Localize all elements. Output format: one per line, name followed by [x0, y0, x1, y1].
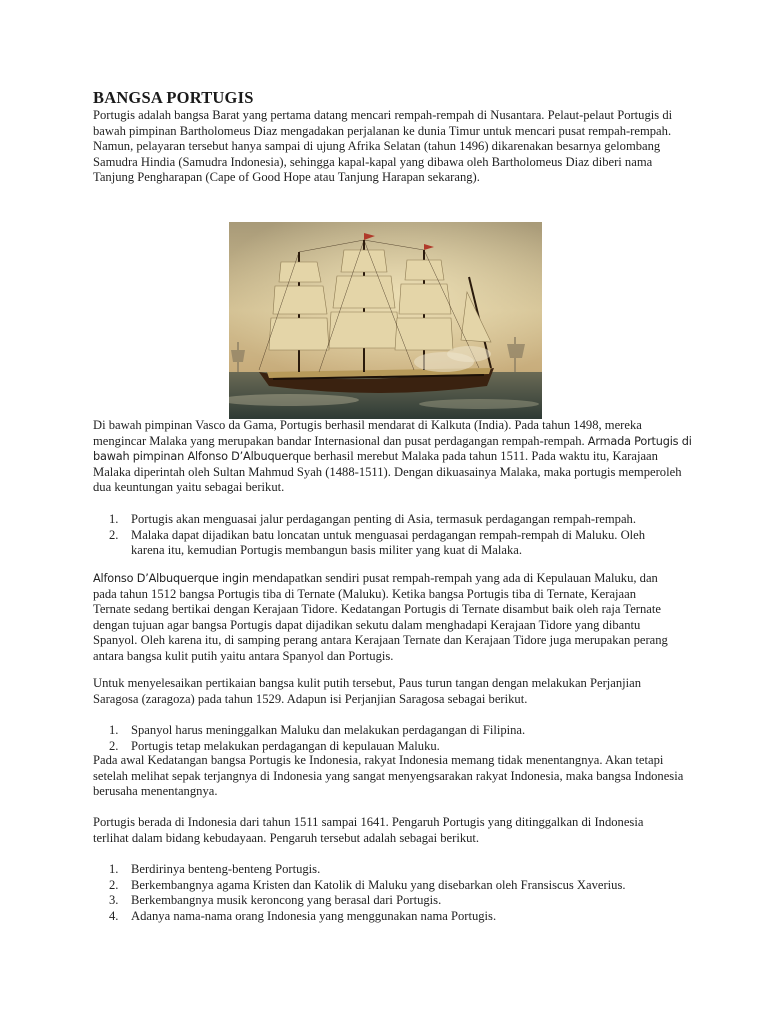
list-item: [93, 878, 673, 894]
paragraph-saragosa: Untuk menyelesaikan pertikaian bangsa kulit putih tersebut, Paus turun tangan dengan melakukan Perjanjian Saragosa (zaragoza) pada tahun 1529. Adapun isi Perjanjian Saragosa sebagai berikut.: [93, 676, 642, 706]
list-item-text: Malaka dapat dijadikan batu loncatan untuk menguasai perdagangan rempah-rempah di Maluku. Oleh karena itu, kemudian Portugis membangun basis militer yang kuat di Malaka.: [131, 527, 646, 557]
list-item: [93, 723, 673, 739]
paragraph-ternate-handwritten: Alfonso D’Albuquerque ingin men: [93, 572, 277, 585]
ship-painting-image: [229, 222, 542, 419]
list-item: [93, 739, 673, 755]
list-saragosa: [93, 723, 673, 754]
list-item: [93, 909, 673, 925]
list-item-number: 1.: [109, 723, 119, 737]
paragraph-menentang: Pada awal Kedatangan bangsa Portugis ke Indonesia, rakyat Indonesia memang tidak menentangnya. Akan tetapi setelah melihat sepak terjangnya di Indonesia yang sangat menyengsarakan rakyat Indonesia, maka bangsa Indonesia berusaha menentangnya.: [93, 753, 684, 798]
page-title: BANGSA PORTUGIS: [93, 88, 254, 107]
list-item-text: Berkembangnya musik keroncong yang berasal dari Portugis.: [131, 893, 442, 907]
list-item-number: 4.: [109, 908, 119, 923]
list-item-text: Portugis tetap melakukan perdagangan di kepulauan Maluku.: [131, 738, 440, 753]
list-item-number: 3.: [109, 893, 119, 907]
list-item-text: Portugis akan menguasai jalur perdagangan penting di Asia, termasuk perdagangan rempah-rempah.: [131, 512, 636, 526]
list-keuntungan: [93, 512, 653, 559]
list-item: [93, 893, 673, 909]
paragraph-intro: Portugis adalah bangsa Barat yang pertama datang mencari rempah-rempah di Nusantara. Pelaut-pelaut Portugis di bawah pimpinan Bartholomeus Diaz mengadakan perjalanan ke dunia Timur untuk mencari pusat rempah-rempah. Namun, pelayaran tersebut hanya sampai di ujung Afrika Selatan (tahun 1496) dikarenakan besarnya gelombang Samudra Hindia (Samudra Indonesia), sehingga kapal-kapal yang dibawa oleh Bartholomeus Diaz diberi nama Tanjung Pengharapan (Cape of Good Hope atau Tanjung Harapan sekarang).: [93, 108, 673, 184]
list-item-number: 2.: [109, 527, 119, 542]
list-item-number: 1.: [109, 512, 119, 526]
paragraph-vasco-da-gama: [93, 418, 693, 496]
list-item-text: Berdirinya benteng-benteng Portugis.: [131, 862, 321, 876]
list-item-text: Spanyol harus meninggalkan Maluku dan melakukan perdagangan di Filipina.: [131, 723, 526, 737]
paragraph-vasco-handwritten: Armada Portugis di bawah pimpinan Alfonso D’Albuquer: [93, 434, 692, 463]
paragraph-ternate: [93, 571, 673, 664]
list-item-number: 1.: [109, 862, 119, 876]
list-item: [93, 512, 653, 528]
list-item-text: Adanya nama-nama orang Indonesia yang menggunakan nama Portugis.: [131, 908, 497, 923]
paragraph-vasco-text-a: Di bawah pimpinan Vasco da Gama, Portugis berhasil mendarat di Kalkuta (India). Pada tahun 1498, mereka mengincar Malaka yang merupakan bandar Internasional dan pusat perdagangan rempah-rempah.: [93, 418, 642, 448]
paragraph-vasco-text-b: que berhasil merebut Malaka pada tahun 1511. Pada waktu itu, Karajaan Malaka diperintah oleh Sultan Mahmud Syah (1488-1511). Dengan dikuasainya Malaka, maka portugis memperoleh dua keuntungan yaitu sebagai berikut.: [93, 449, 682, 494]
paragraph-ternate-text: dapatkan sendiri pusat rempah-rempah yang ada di Kepulauan Maluku, dan pada tahun 1512 bangsa Portugis tiba di Ternate (Maluku). Ketika bangsa Portugis tiba di Ternate, Kerajaan Ternate sedang bertikai dengan Kerajaan Tidore. Kedatangan Portugis di Ternate disambut baik oleh raja Ternate dengan tujuan agar bangsa Portugis dapat dijadikan sekutu dalam menghadapi Kerajaan Tidore yang dibantu Spanyol. Oleh karena itu, di samping perang antara Kerajaan Ternate dan Kerajaan Tidore juga merupakan perang antara bangsa kulit putih yaitu antara Spanyol dan Portugis.: [93, 571, 668, 663]
paragraph-pengaruh: Portugis berada di Indonesia dari tahun 1511 sampai 1641. Pengaruh Portugis yang ditinggalkan di Indonesia terlihat dalam bidang kebudayaan. Pengaruh tersebut adalah sebagai berikut.: [93, 815, 644, 845]
list-item-number: 2.: [109, 738, 119, 753]
list-item-number: 2.: [109, 877, 119, 892]
list-pengaruh: [93, 862, 673, 924]
list-item-text: Berkembangnya agama Kristen dan Katolik di Maluku yang disebarkan oleh Fransiscus Xaverius.: [131, 877, 626, 892]
list-item: [93, 528, 653, 559]
list-item: [93, 862, 673, 878]
